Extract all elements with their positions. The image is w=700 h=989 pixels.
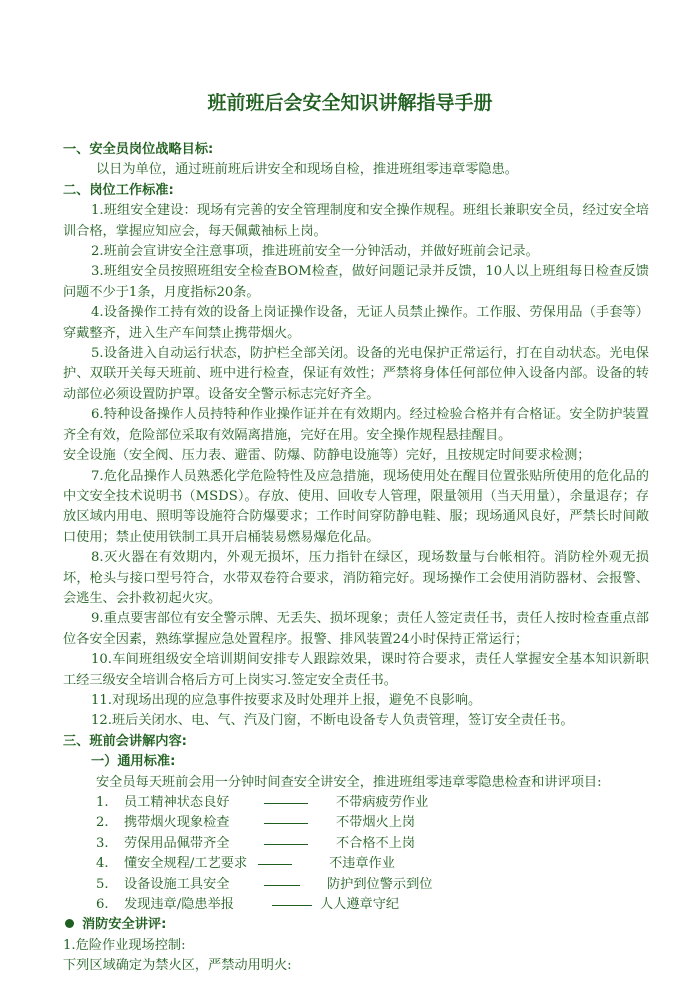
item-number: 4.: [96, 856, 109, 872]
standard-8: 8.灭火器在有效期内，外观无损坏，压力指针在绿区，现场数量与台帐相符。消防栓外观无损坏，枪头与接口型号符合，水带双卷符合要求，消防箱完好。现场操作工会使用消防器材、会报警、会逃生、会扑救初起火灾。: [63, 550, 649, 606]
item-number: 5.: [96, 876, 109, 892]
standard-11: 11.对现场出现的应急事件按要求及时处理并上报，避免不良影响。: [91, 692, 482, 708]
standard-2: 2.班前会宣讲安全注意事项，推进班前安全一分钟活动，并做好班前会记录。: [91, 244, 539, 260]
item-requirement: 不带病疲劳作业: [336, 795, 429, 810]
subsection-general-standard: 一）通用标准:: [91, 754, 176, 770]
dash-line: [258, 864, 292, 865]
item-check: 设备设施工具安全: [124, 876, 230, 892]
bullet-dot-icon: [65, 919, 74, 928]
item-number: 3.: [96, 835, 109, 851]
checklist-item: [96, 793, 649, 813]
section-1-text: 以日为单位，通过班前班后讲安全和现场自检，推进班组零违章零隐患。: [96, 162, 518, 178]
standard-10: 10.车间班组级安全培训期间安排专人跟踪效果，课时符合要求，责任人掌握安全基本知识新职工经三级安全培训合格后方可上岗实习.签定安全责任书。: [63, 652, 649, 688]
item-check: 员工精神状态良好: [124, 795, 230, 810]
item-requirement: 不带烟火上岗: [336, 815, 416, 831]
item-number: 6.: [96, 896, 109, 912]
dash-line: [264, 823, 308, 824]
standard-9: 9.重点要害部位有安全警示牌、无丢失、损坏现象；责任人签定责任书，责任人按时检查重点部位各安全因素，熟练掌握应急处置程序。报警、排风装置24小时保持正常运行；: [63, 611, 649, 647]
item-check: 发现违章/隐患举报: [124, 896, 234, 912]
dash-line: [264, 885, 300, 886]
section-1-heading: 一、安全员岗位战略目标:: [63, 142, 214, 157]
item-check: 懂安全规程/工艺要求: [124, 856, 248, 872]
document-body: [63, 140, 649, 977]
standard-5: 5.设备进入自动运行状态，防护栏全部关闭。设备的光电保护正常运行，打在自动状态。光电保护、双联开关每天班前、班中进行检查，保证有效性；严禁将身体任何部位伸入设备内部。设备的转动部位必须设置防护罩。设备安全警示标志完好齐全。: [63, 346, 649, 402]
fire-line-2: 下列区域确定为禁火区，严禁动用明火:: [63, 958, 292, 974]
section-3-heading: 三、班前会讲解内容:: [63, 733, 187, 749]
item-number: 2.: [96, 815, 109, 831]
page-title: 班前班后会安全知识讲解指导手册: [207, 92, 493, 114]
checklist-item: [96, 875, 649, 895]
dash-line: [272, 905, 312, 906]
fire-line-1: 1.危险作业现场控制:: [63, 937, 186, 953]
checklist-item: [96, 895, 649, 915]
item-requirement: 防护到位警示到位: [327, 876, 433, 892]
fire-safety-heading: [63, 915, 649, 935]
item-requirement: 人人遵章守纪: [320, 896, 400, 912]
checklist-item: [96, 834, 649, 854]
checklist-intro: 安全员每天班前会用一分钟时间查安全讲安全，推进班组零违章零隐患检查和讲评项目:: [96, 774, 602, 790]
item-number: 1.: [96, 795, 109, 810]
standard-6: 6.特种设备操作人员持特种作业操作证并在有效期内。经过检验合格并有合格证。安全防护装置齐全有效，危险部位采取有效隔离措施，完好在用。安全操作规程悬挂醒目。: [63, 407, 649, 443]
standard-4: 4.设备操作工持有效的设备上岗证操作设备，无证人员禁止操作。工作服、劳保用品（手套等）穿戴整齐，进入生产车间禁止携带烟火。: [63, 305, 649, 341]
standard-3: 3.班组安全员按照班组安全检查BOM检查，做好问题记录并反馈，10人以上班组每日检查反馈问题不少于1条，月度指标20条。: [63, 264, 649, 300]
section-2-heading: 二、岗位工作标准:: [63, 182, 174, 198]
item-requirement: 不合格不上岗: [336, 835, 416, 851]
dash-line: [264, 844, 308, 845]
standard-7: 7.危化品操作人员熟悉化学危险特性及应急措施，现场使用处在醒目位置张贴所使用的危化品的中文安全技术说明书（MSDS）。存放、使用、回收专人管理，限量领用（当天用量），余量退存；存放区域内用电、照明等设施符合防爆要求；工作时间穿防静电鞋、服；现场通风良好，严禁长时间敞口使用；禁止使用铁制工具开启桶装易燃易爆危化品。: [63, 468, 649, 545]
standard-6-continued: 安全设施（安全阀、压力表、避雷、防爆、防静电设施等）完好，且按规定时间要求检测；: [63, 448, 591, 464]
dash-line: [264, 803, 308, 804]
checklist: [63, 793, 649, 915]
standard-12: 12.班后关闭水、电、气、汽及门窗，不断电设备专人负责管理，签订安全责任书。: [91, 713, 574, 729]
item-check: 劳保用品佩带齐全: [124, 835, 230, 851]
standard-1: 1.班组安全建设：现场有完善的安全管理制度和安全操作规程。班组长兼职安全员，经过安全培训合格，掌握应知应会，每天佩戴袖标上岗。: [63, 203, 649, 239]
checklist-item: [96, 854, 649, 874]
fire-safety-heading-text: 消防安全讲评:: [82, 917, 167, 933]
item-check: 携带烟火现象检查: [124, 815, 230, 831]
checklist-item: [96, 813, 649, 833]
item-requirement: 不违章作业: [329, 856, 395, 872]
